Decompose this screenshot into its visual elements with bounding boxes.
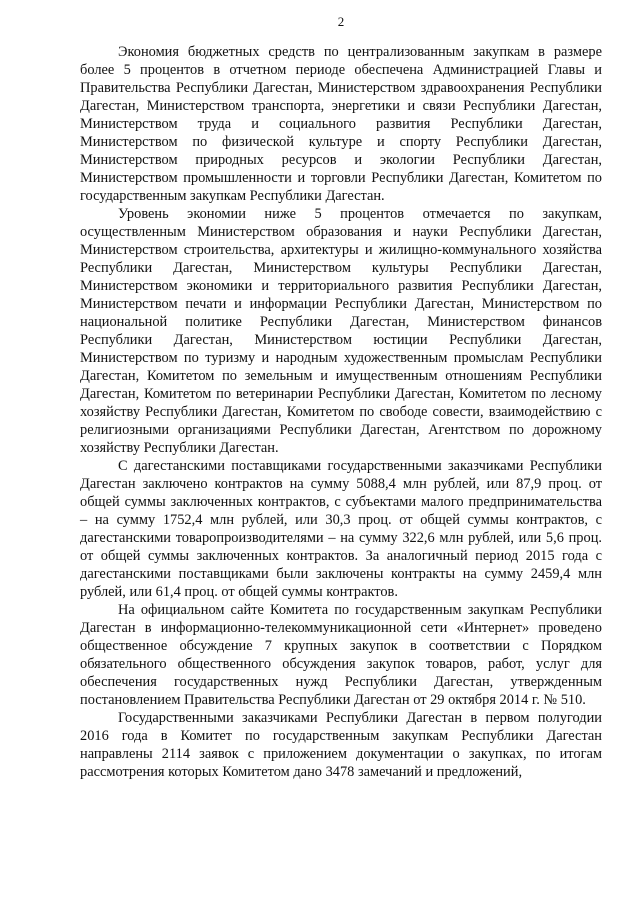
paragraph-savings-below-5-percent: Уровень экономии ниже 5 процентов отмечается по закупкам, осуществленным Министерством образования и науки Республики Дагестан, Министерством строительства, архитектуры и жилищно-коммунального хозяйства Республики Дагестан, Министерством культуры Республики Дагестан, Министерством экономики и территориального развития Республики Дагестан, Министерством печати и информации Республики Дагестан, Министерством по национальной политике Республики Дагестан, Министерством финансов Республики Дагестан, Министерством юстиции Республики Дагестан, Министерством по туризму и народным художественным промыслам Республики Дагестан, Комитетом по земельным и имущественным отношениям Республики Дагестан, Комитетом по ветеринарии Республики Дагестан, Комитетом по лесному хозяйству Республики Дагестан, Комитетом по свободе совести, взаимодействию с религиозными организациями Республики Дагестан, Агентством по дорожному хозяйству Республики Дагестан. [80, 206, 602, 456]
paragraph-public-discussion: На официальном сайте Комитета по государственным закупкам Республики Дагестан в информационно-телекоммуникационной сети «Интернет» проведено общественное обсуждение 7 крупных закупок в соответствии с Порядком обязательного общественного обсуждения закупок товаров, работ, услуг для обеспечения государственных нужд Республики Дагестан, утвержденным постановлением Правительства Республики Дагестан от 29 октября 2014 г. № 510. [80, 602, 602, 708]
page-number: 2 [337, 14, 345, 29]
paragraph-local-suppliers: С дагестанскими поставщиками государственными заказчиками Республики Дагестан заключено контрактов на сумму 5088,4 млн рублей, или 87,9 проц. от общей суммы заключенных контрактов, с субъектами малого предпринимательства – на сумму 1752,4 млн рублей, или 30,3 проц. от общей суммы контрактов, с дагестанскими товаропроизводителями – на сумму 322,6 млн рублей, или 5,6 проц. от общей суммы заключенных контрактов. За аналогичный период 2015 года с дагестанскими поставщиками были заключены контракты на сумму 2459,4 млн рублей, или 61,4 проц. от общей суммы контрактов. [80, 458, 602, 600]
document-page [80, 14, 602, 781]
paragraph-savings-above-5-percent: Экономия бюджетных средств по централизованным закупкам в размере более 5 процентов в отчетном периоде обеспечена Администрацией Главы и Правительства Республики Дагестан, Министерством здравоохранения Республики Дагестан, Министерством транспорта, энергетики и связи Республики Дагестан, Министерством труда и социального развития Республики Дагестан, Министерством по физической культуре и спорту Республики Дагестан, Министерством природных ресурсов и экологии Республики Дагестан, Министерством промышленности и торговли Республики Дагестан, Комитетом по государственным закупкам Республики Дагестан. [80, 44, 602, 204]
paragraph-applications-review: Государственными заказчиками Республики Дагестан в первом полугодии 2016 года в Комитет по государственным закупкам Республики Дагестан направлены 2114 заявок с приложением документации о закупках, по итогам рассмотрения которых Комитетом дано 3478 замечаний и предложений, [80, 710, 602, 780]
